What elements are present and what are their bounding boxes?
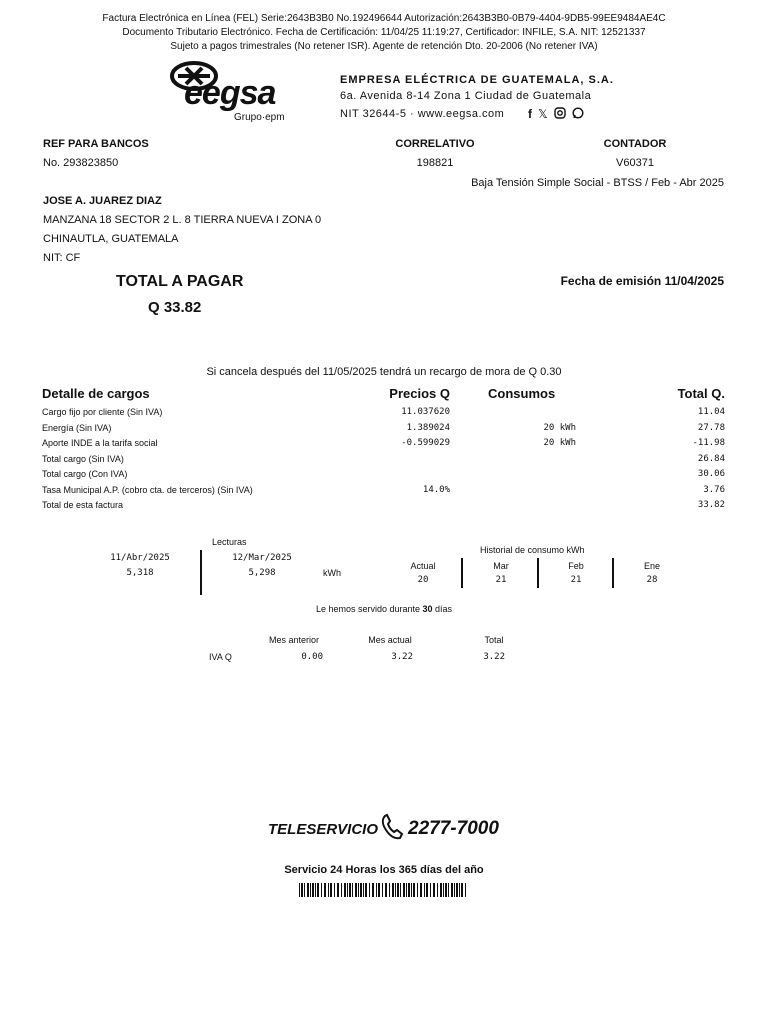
history-label-actual: Actual <box>410 561 436 571</box>
logo-text: eegsa <box>184 74 276 112</box>
reading-value-2: 5,298 <box>248 568 276 578</box>
barcode-bar <box>372 883 374 897</box>
charge-total: 11.04 <box>697 407 725 417</box>
charges-table <box>42 406 725 515</box>
social-icons <box>528 107 584 122</box>
company-nit-web: NIT 32644-5 · www.eegsa.com <box>340 108 505 120</box>
total-amount: Q 33.82 <box>148 299 202 316</box>
barcode-bar <box>413 883 415 897</box>
correlativo-label: CORRELATIVO <box>395 138 475 150</box>
barcode-bar <box>369 883 370 897</box>
iva-header-curr: Mes actual <box>368 635 412 645</box>
barcode-bar <box>465 883 466 897</box>
history-label-ene: Ene <box>643 561 660 571</box>
barcode-bar <box>420 883 422 897</box>
barcode-bar <box>307 883 309 897</box>
history-divider-2 <box>537 558 539 588</box>
contador-label: CONTADOR <box>603 138 667 150</box>
issue-date: Fecha de emisión 11/04/2025 <box>560 274 724 288</box>
barcode <box>299 883 469 897</box>
charge-total: 30.06 <box>697 469 725 479</box>
history-value-actual: 20 <box>417 575 429 585</box>
barcode-bar <box>437 883 438 897</box>
eegsa-logo <box>164 58 294 128</box>
barcode-bar <box>417 883 418 897</box>
iva-curr-value: 3.22 <box>391 652 413 662</box>
barcode-bar <box>448 883 449 897</box>
barcode-bar <box>312 883 314 897</box>
barcode-bar <box>403 883 405 897</box>
charge-label: Cargo fijo por cliente (Sin IVA) <box>42 407 163 417</box>
served-prefix: Le hemos servido durante <box>315 604 420 614</box>
whatsapp-icon[interactable] <box>572 107 584 122</box>
charge-total: 3.76 <box>703 484 725 495</box>
served-days: 30 <box>422 604 433 614</box>
x-icon[interactable]: 𝕏 <box>538 107 548 121</box>
contador-value: V60371 <box>616 157 654 169</box>
reading-value-1: 5,318 <box>126 568 154 578</box>
charges-header-detail: Detalle de cargos <box>42 386 150 401</box>
barcode-bar <box>337 883 339 897</box>
correlativo-value: 198821 <box>416 157 454 169</box>
barcode-bar <box>358 883 359 897</box>
history-label-feb: Feb <box>568 561 584 571</box>
customer-name: JOSE A. JUAREZ DIAZ <box>43 195 162 207</box>
facebook-icon[interactable]: f <box>528 107 532 121</box>
history-value-feb: 21 <box>570 575 582 585</box>
charges-header-total: Total Q. <box>677 386 725 401</box>
fel-line-2: Documento Tributario Electrónico. Fecha de Certificación: 11/04/25 11:19:27, Certificador: INFILE, S.A. NIT: 12521337 <box>122 27 646 38</box>
barcode-bar <box>389 883 390 897</box>
barcode-bar <box>456 883 458 897</box>
iva-row-label: IVA Q <box>209 652 232 662</box>
teleservice-banner <box>268 814 499 844</box>
history-value-ene: 28 <box>646 575 658 585</box>
charge-label: Total de esta factura <box>42 500 124 510</box>
charges-row <box>42 499 725 515</box>
fel-line-3: Sujeto a pagos trimestrales (No retener ISR). Agente de retención Dto. 20-2006 (No retener IVA) <box>170 41 598 52</box>
barcode-bar <box>334 883 335 897</box>
barcode-bar <box>347 883 348 897</box>
phone-icon <box>380 813 406 846</box>
barcode-bar <box>406 883 407 897</box>
barcode-bar <box>310 883 311 897</box>
barcode-bar <box>349 883 351 897</box>
barcode-bar <box>382 883 383 897</box>
iva-prev-value: 0.00 <box>301 652 323 662</box>
customer-address-2: CHINAUTLA, GUATEMALA <box>43 233 179 245</box>
fel-line-1: Factura Electrónica en Línea (FEL) Serie:2643B3B0 No.192496644 Autorización:2643B3B0-0B79-4404-9DB5-99EE9484AE4C <box>102 13 666 24</box>
barcode-bar <box>454 883 455 897</box>
charges-header-price: Precios Q <box>389 386 450 401</box>
charges-header-consumption: Consumos <box>488 386 556 401</box>
barcode-bar <box>395 883 396 897</box>
charge-label: Tasa Municipal A.P. (cobro cta. de terceros) (Sin IVA) <box>42 484 253 495</box>
barcode-bar <box>330 883 332 897</box>
barcode-bar <box>299 883 300 897</box>
barcode-bar <box>461 883 463 897</box>
barcode-bar <box>376 883 377 897</box>
charges-row <box>42 453 725 469</box>
charge-consumption: 20 kWh <box>543 422 576 433</box>
logo-subtext: Grupo·epm <box>234 112 285 123</box>
barcode-bar <box>341 883 342 897</box>
ref-bancos-label: REF PARA BANCOS <box>43 138 149 150</box>
readings-title: Lecturas <box>212 537 247 547</box>
history-label-mar: Mar <box>493 561 509 571</box>
barcode-bar <box>315 883 316 897</box>
served-days-text <box>0 604 768 614</box>
company-name: EMPRESA ELÉCTRICA DE GUATEMALA, S.A. <box>340 74 614 86</box>
barcode-bar <box>360 883 362 897</box>
charge-price: 1.389024 <box>406 422 450 433</box>
company-address: 6a. Avenida 8-14 Zona 1 Ciudad de Guatemala <box>340 90 592 102</box>
barcode-bar <box>378 883 380 897</box>
barcode-bar <box>440 883 442 897</box>
charge-total: 33.82 <box>697 500 725 510</box>
service-hours: Servicio 24 Horas los 365 días del año <box>284 864 484 876</box>
barcode-bar <box>301 883 303 897</box>
reading-date-2: 12/Mar/2025 <box>232 553 292 563</box>
barcode-bar <box>411 883 412 897</box>
iva-header-prev: Mes anterior <box>268 635 320 645</box>
history-title: Historial de consumo kWh <box>480 545 585 555</box>
history-divider-3 <box>612 558 614 588</box>
history-divider-1 <box>461 558 463 588</box>
teleservice-label: TELESERVICIO <box>268 820 379 838</box>
charge-price: -0.599029 <box>401 438 450 448</box>
barcode-bar <box>363 883 364 897</box>
barcode-bar <box>355 883 357 897</box>
barcode-icon <box>299 883 469 897</box>
teleservice-phone[interactable]: 2277-7000 <box>408 818 499 839</box>
reading-unit: kWh <box>323 568 341 578</box>
barcode-bar <box>328 883 329 897</box>
barcode-bar <box>430 883 431 897</box>
charge-label: Energía (Sin IVA) <box>42 422 112 433</box>
charge-label: Aporte INDE a la tarifa social <box>42 438 158 448</box>
barcode-bar <box>459 883 460 897</box>
barcode-bar <box>445 883 447 897</box>
charge-price: 11.037620 <box>401 407 450 417</box>
barcode-bar <box>365 883 367 897</box>
iva-header-total: Total <box>484 635 504 645</box>
charge-price: 14.0% <box>422 484 450 495</box>
barcode-bar <box>397 883 399 897</box>
ref-bancos-value: No. 293823850 <box>43 157 119 169</box>
barcode-bar <box>385 883 387 897</box>
iva-total-value: 3.22 <box>483 652 505 662</box>
barcode-bar <box>304 883 305 897</box>
instagram-icon[interactable] <box>554 107 566 122</box>
barcode-bar <box>321 883 322 897</box>
barcode-bar <box>443 883 444 897</box>
barcode-bar <box>344 883 346 897</box>
barcode-bar <box>433 883 435 897</box>
barcode-bar <box>408 883 410 897</box>
charges-row <box>42 468 725 484</box>
charge-label: Total cargo (Sin IVA) <box>42 453 124 464</box>
late-fee-notice: Si cancela después del 11/05/2025 tendrá un recargo de mora de Q 0.30 <box>206 366 562 378</box>
tariff-period: Baja Tensión Simple Social - BTSS / Feb - Abr 2025 <box>471 177 724 189</box>
customer-address-1: MANZANA 18 SECTOR 2 L. 8 TIERRA NUEVA I ZONA 0 <box>43 214 322 226</box>
charge-consumption: 20 kWh <box>543 438 576 448</box>
charge-total: -11.98 <box>692 438 725 448</box>
charges-row <box>42 437 725 453</box>
customer-nit: NIT: CF <box>43 252 81 264</box>
charges-row <box>42 406 725 422</box>
barcode-bar <box>317 883 319 897</box>
charge-total: 27.78 <box>697 422 725 433</box>
charge-label: Total cargo (Con IVA) <box>42 469 128 479</box>
total-label: TOTAL A PAGAR <box>116 273 244 290</box>
barcode-bar <box>426 883 428 897</box>
barcode-bar <box>392 883 394 897</box>
served-suffix: días <box>435 604 453 614</box>
barcode-bar <box>400 883 401 897</box>
history-value-mar: 21 <box>495 575 507 585</box>
reading-date-1: 11/Abr/2025 <box>110 553 170 563</box>
barcode-bar <box>324 883 326 897</box>
barcode-bar <box>424 883 425 897</box>
barcode-bar <box>352 883 353 897</box>
charges-row <box>42 484 725 500</box>
readings-divider <box>200 550 202 595</box>
charges-row <box>42 422 725 438</box>
charge-total: 26.84 <box>697 453 725 464</box>
barcode-bar <box>451 883 453 897</box>
